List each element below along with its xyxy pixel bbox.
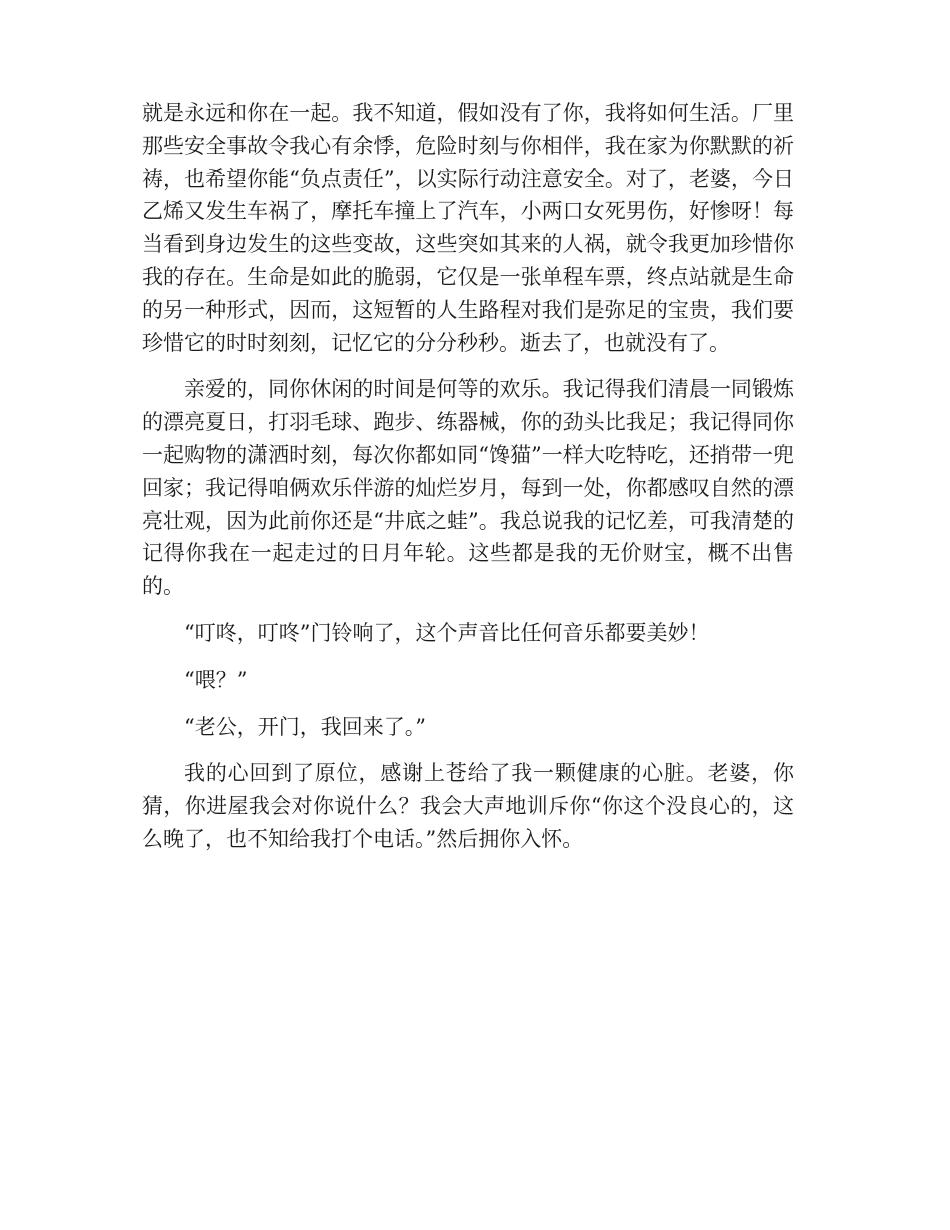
paragraph-3: “叮咚，叮咚”门铃响了，这个声音比任何音乐都要美妙！: [184, 620, 710, 645]
paragraph-5: “老公，开门，我回来了。”: [184, 714, 426, 739]
document-page: [142, 97, 794, 856]
paragraph-2: 亲爱的，同你休闲的时间是何等的欢乐。我记得我们清晨一同锻炼的漂亮夏日，打羽毛球、跑步、练器械，你的劲头比我足；我记得同你一起购物的潇洒时刻，每次你都如同“馋猫”一样大吃特吃，还捎带一兜回家；我记得咱俩欢乐伴游的灿烂岁月，每到一处，你都感叹自然的漂亮壮观，因为此前你还是“井底之蛙”。我总说我的记忆差，可我清楚的记得你我在一起走过的日月年轮。这些都是我的无价财宝，概不出售的。: [142, 377, 794, 599]
paragraph-gap: [142, 697, 794, 711]
paragraph-gap: [142, 603, 794, 617]
paragraph-4: “喂？”: [184, 667, 248, 692]
paragraph-gap: [142, 743, 794, 757]
paragraph-6: 我的心回到了原位，感谢上苍给了我一颗健康的心脏。老婆，你猜，你进屋我会对你说什么？我会大声地训斥你“你这个没良心的，这么晚了，也不知给我打个电话。”然后拥你入怀。: [142, 761, 794, 851]
paragraph-1: 就是永远和你在一起。我不知道，假如没有了你，我将如何生活。厂里那些安全事故令我心有余悸，危险时刻与你相伴，我在家为你默默的祈祷，也希望你能“负点责任”，以实际行动注意安全。对了，老婆，今日乙烯又发生车祸了，摩托车撞上了汽车，小两口女死男伤，好惨呀！每当看到身边发生的这些变故，这些突如其来的人祸，就令我更加珍惜你我的存在。生命是如此的脆弱，它仅是一张单程车票，终点站就是生命的另一种形式，因而，这短暂的人生路程对我们是弥足的宝贵，我们要珍惜它的时时刻刻，记忆它的分分秒秒。逝去了，也就没有了。: [142, 101, 794, 355]
paragraph-gap: [142, 359, 794, 373]
paragraph-gap: [142, 650, 794, 664]
